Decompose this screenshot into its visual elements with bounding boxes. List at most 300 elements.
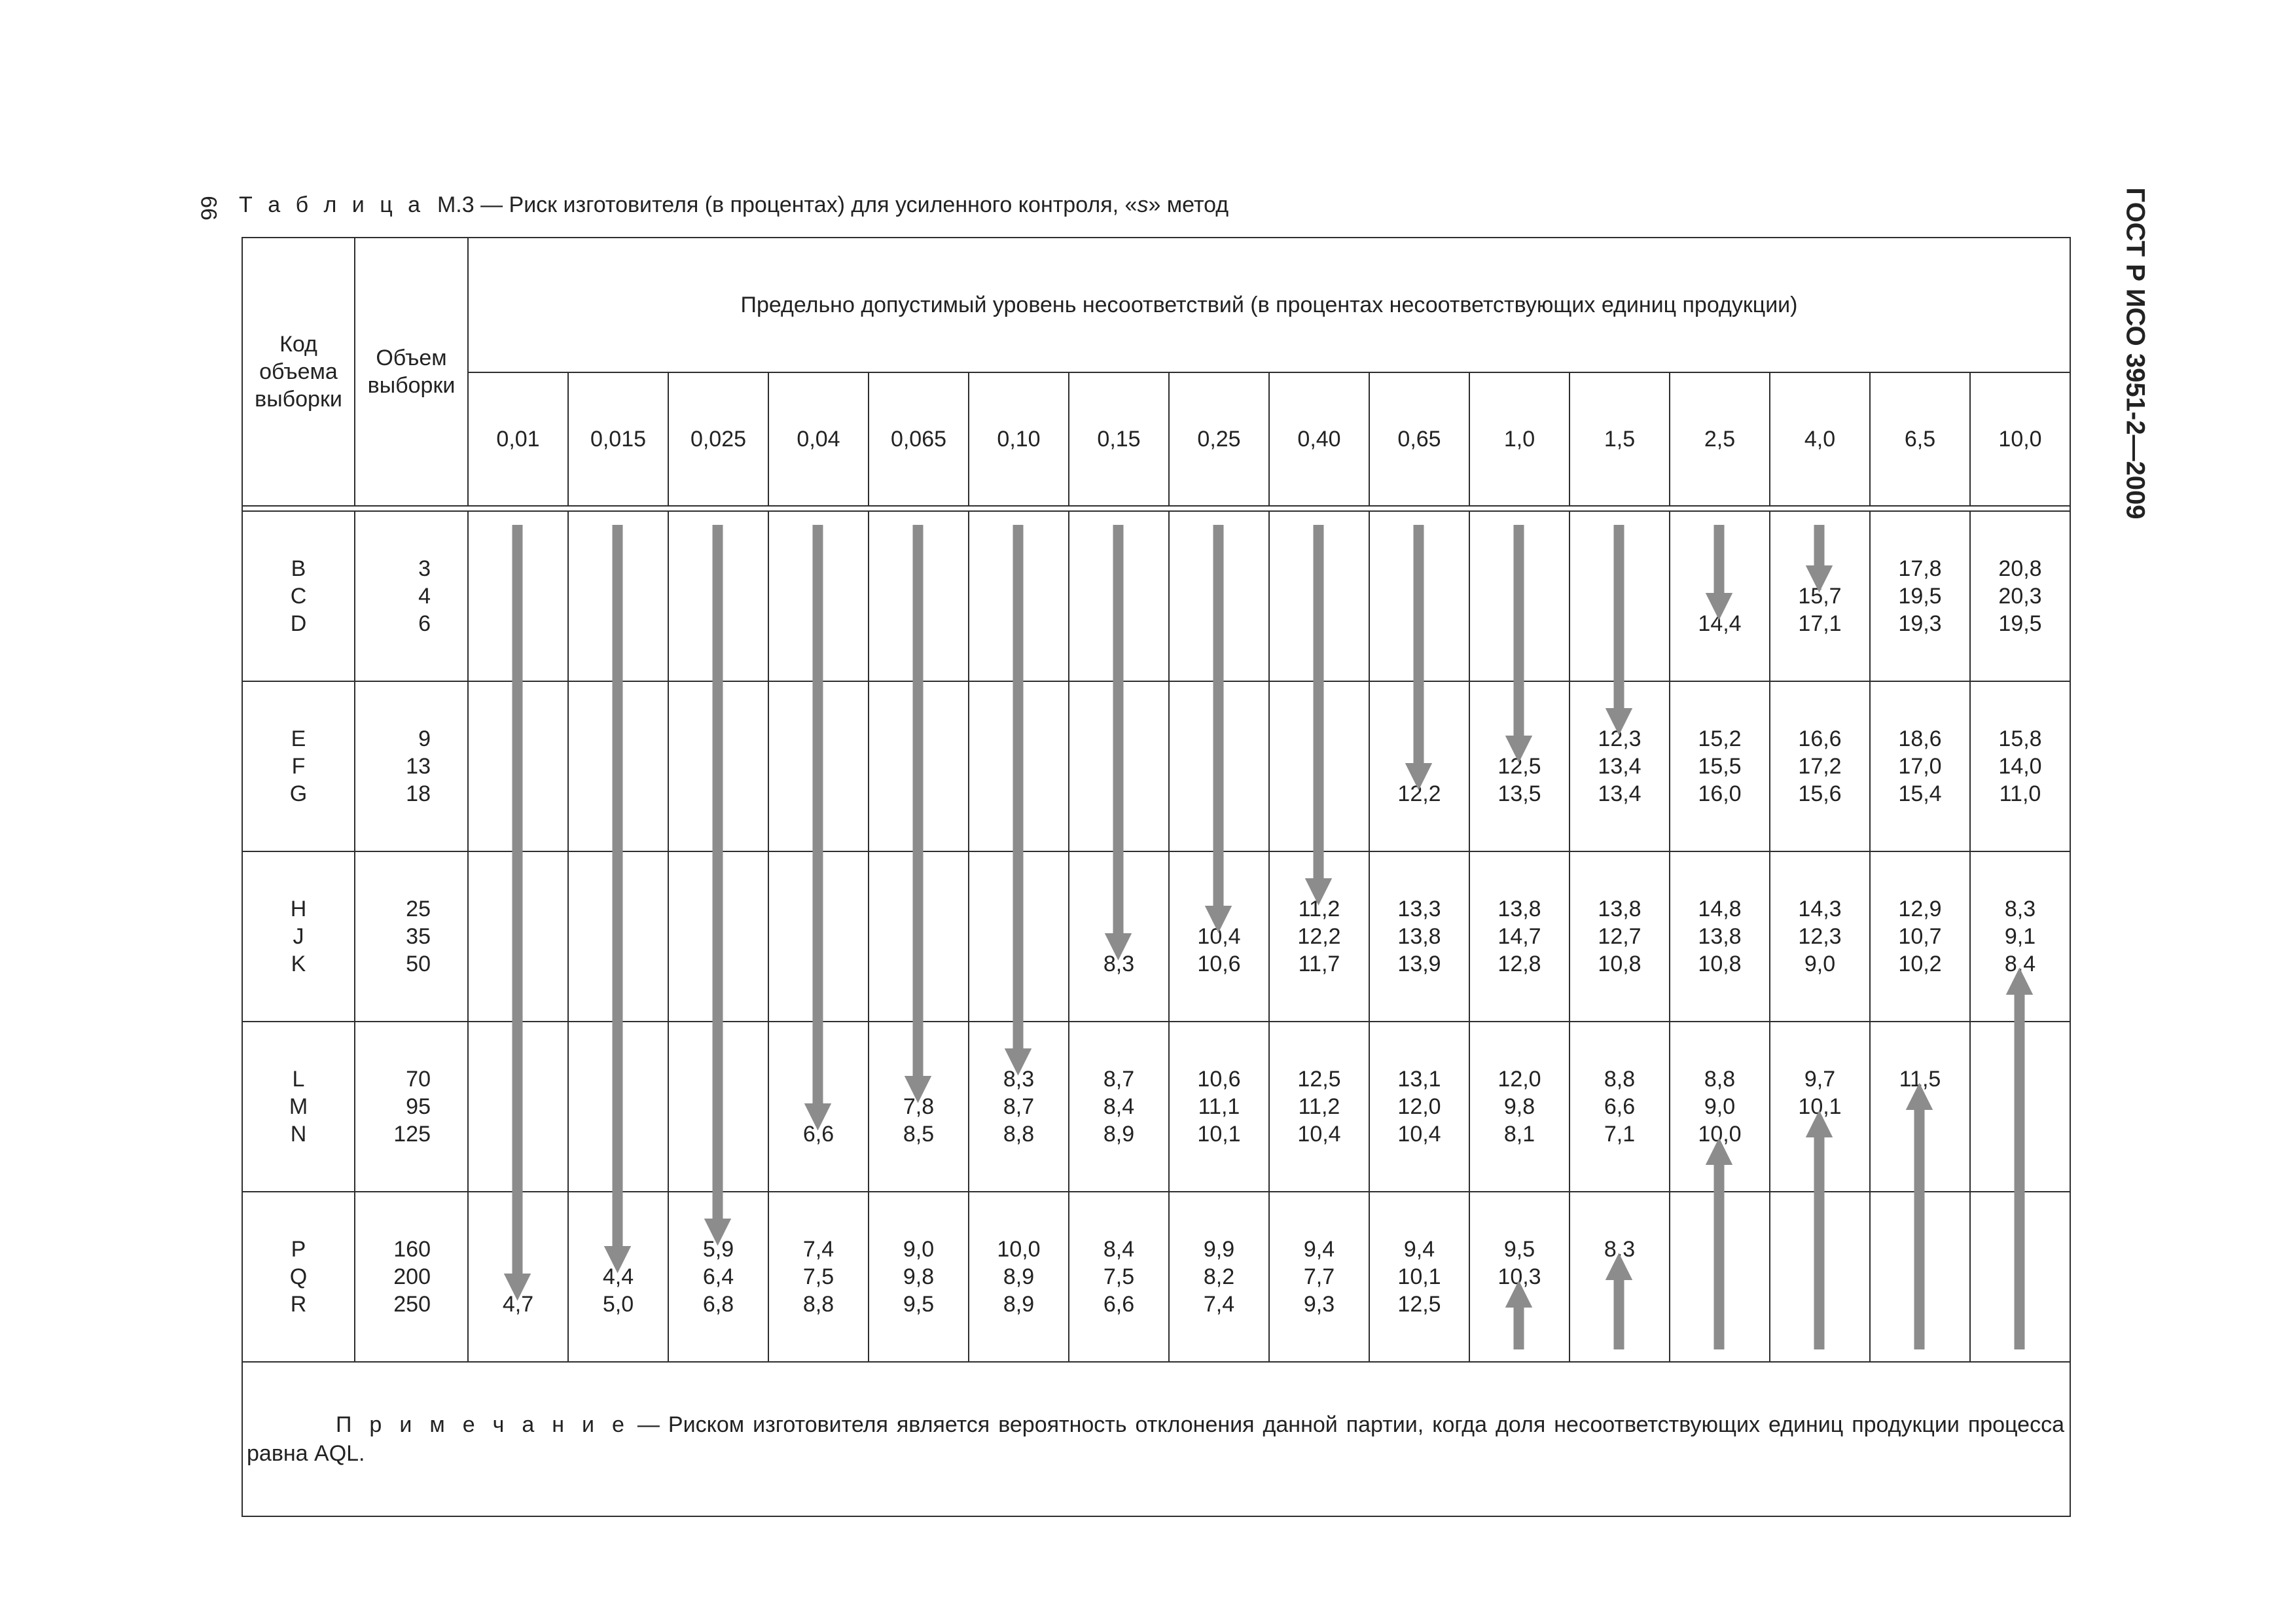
risk-value: 17,0 [1898, 754, 1942, 779]
risk-cell [1770, 1192, 1870, 1362]
risk-value [1770, 555, 1869, 582]
row-codes [242, 681, 355, 851]
risk-value: 8,4 [2004, 952, 2036, 976]
risk-value: 12,5 [1498, 754, 1541, 779]
risk-value [1670, 555, 1769, 582]
risk-cell [1469, 1192, 1570, 1362]
risk-value: 7,7 [1303, 1264, 1335, 1289]
risk-cell [1670, 1192, 1770, 1362]
risk-value [569, 555, 668, 582]
risk-cell [1770, 1022, 1870, 1192]
risk-value: 7,1 [1604, 1122, 1636, 1147]
risk-value [1770, 1263, 1869, 1291]
risk-value: 19,5 [1898, 584, 1942, 609]
risk-value [969, 895, 1068, 923]
aql-value: 0,10 [969, 372, 1069, 506]
risk-value [569, 1065, 668, 1093]
risk-value: 13,4 [1598, 781, 1641, 806]
code-letter: Q [289, 1264, 308, 1289]
risk-value: 6,6 [802, 1122, 834, 1147]
risk-value [769, 895, 868, 923]
risk-value: 8,8 [802, 1292, 834, 1317]
risk-value: 11,0 [1999, 781, 2041, 806]
risk-value: 13,5 [1498, 781, 1541, 806]
risk-value [1170, 610, 1268, 637]
risk-value: 8,9 [1103, 1122, 1135, 1147]
risk-value [1971, 1093, 2070, 1120]
risk-value: 12,8 [1498, 952, 1541, 976]
row-sizes [355, 1022, 468, 1192]
risk-value: 6,8 [702, 1292, 734, 1317]
code-letter: N [290, 1122, 307, 1147]
risk-value [869, 923, 968, 950]
risk-value: 10,7 [1898, 924, 1942, 949]
risk-value [1470, 725, 1569, 753]
producer-risk-table [242, 237, 2071, 1517]
sample-size: 70 [406, 1067, 431, 1092]
row-sizes [355, 511, 468, 681]
risk-value: 8,9 [1003, 1264, 1035, 1289]
risk-cell [869, 511, 969, 681]
risk-value [1570, 582, 1669, 610]
risk-cell [1570, 511, 1670, 681]
note-prefix: П р и м е ч а н и е [336, 1412, 629, 1437]
risk-value [569, 780, 668, 808]
sample-size: 50 [406, 952, 431, 976]
sample-size: 35 [406, 924, 431, 949]
risk-value: 12,0 [1397, 1094, 1441, 1119]
risk-value [869, 725, 968, 753]
risk-value [569, 753, 668, 780]
risk-cell [1269, 851, 1369, 1022]
risk-value [869, 610, 968, 637]
risk-value [1069, 780, 1168, 808]
risk-value [1069, 753, 1168, 780]
risk-value: 8,3 [1103, 952, 1135, 976]
risk-value [669, 780, 768, 808]
risk-value: 19,5 [1998, 611, 2042, 636]
risk-value [469, 555, 567, 582]
risk-value: 20,8 [1998, 556, 2042, 581]
risk-value [1570, 1263, 1669, 1291]
risk-value: 11,1 [1198, 1094, 1240, 1119]
risk-value: 6,6 [1103, 1292, 1135, 1317]
risk-value: 8,2 [1203, 1264, 1235, 1289]
risk-value [469, 895, 567, 923]
risk-cell [1369, 681, 1469, 851]
risk-cell [1970, 1022, 2070, 1192]
aql-value: 0,015 [568, 372, 668, 506]
code-letter: L [292, 1067, 305, 1092]
risk-value [1470, 555, 1569, 582]
risk-value: 13,3 [1397, 897, 1441, 921]
risk-value: 9,1 [2004, 924, 2036, 949]
risk-cell [969, 511, 1069, 681]
risk-cell [1369, 1192, 1469, 1362]
risk-value [1170, 582, 1268, 610]
risk-value: 10,4 [1197, 924, 1241, 949]
risk-cell [568, 511, 668, 681]
risk-value: 13,8 [1498, 897, 1541, 921]
aql-value: 0,25 [1169, 372, 1269, 506]
risk-value [1971, 1263, 2070, 1291]
risk-cell [1269, 1192, 1369, 1362]
risk-value [969, 582, 1068, 610]
risk-value [469, 725, 567, 753]
risk-cell [1570, 1022, 1670, 1192]
risk-value [1270, 582, 1369, 610]
risk-cell [1369, 1022, 1469, 1192]
risk-cell [1369, 851, 1469, 1022]
risk-cell [1169, 1022, 1269, 1192]
risk-cell [1670, 1022, 1770, 1192]
risk-value: 20,3 [1998, 584, 2042, 609]
risk-cell [1870, 511, 1970, 681]
risk-value: 13,1 [1397, 1067, 1441, 1092]
sample-size: 160 [393, 1237, 431, 1262]
risk-value [569, 923, 668, 950]
risk-cell [1670, 681, 1770, 851]
code-letter: P [291, 1237, 306, 1262]
risk-cell [869, 1192, 969, 1362]
risk-value: 11,2 [1298, 1094, 1340, 1119]
code-letter: J [293, 924, 304, 949]
risk-value: 12,9 [1898, 897, 1942, 921]
risk-cell [1269, 681, 1369, 851]
risk-cell [768, 1192, 869, 1362]
risk-value: 16,0 [1698, 781, 1742, 806]
code-letter: D [290, 611, 307, 636]
risk-value [469, 1093, 567, 1120]
aql-value: 0,025 [668, 372, 768, 506]
sample-size: 6 [418, 611, 431, 636]
risk-value [1570, 1291, 1669, 1318]
risk-value [469, 753, 567, 780]
risk-cell [1870, 851, 1970, 1022]
risk-value: 6,6 [1604, 1094, 1636, 1119]
code-letter: K [291, 952, 306, 976]
risk-value [1370, 753, 1469, 780]
risk-value [1770, 1120, 1869, 1148]
risk-value: 14,0 [1998, 754, 2042, 779]
risk-value: 15,8 [1998, 726, 2042, 751]
risk-value [1170, 555, 1268, 582]
risk-value [469, 923, 567, 950]
risk-value [1069, 725, 1168, 753]
note-text: — Риском изготовителя является вероятность отклонения данной партии, когда доля несоответствующих единиц продукции процесса равна AQL. [247, 1412, 2064, 1466]
risk-cell [969, 1192, 1069, 1362]
sample-size: 25 [406, 897, 431, 921]
risk-value: 15,7 [1798, 584, 1842, 609]
header-aql: Предельно допустимый уровень несоответствий (в процентах несоответствующих единиц продукции) [468, 238, 2070, 372]
risk-value [769, 1065, 868, 1093]
risk-cell [468, 681, 568, 851]
risk-value [969, 753, 1068, 780]
risk-cell [1369, 511, 1469, 681]
risk-value: 4,7 [502, 1292, 534, 1317]
risk-value [469, 1120, 567, 1148]
risk-value: 12,3 [1598, 726, 1641, 751]
risk-value: 9,8 [903, 1264, 935, 1289]
risk-value: 9,5 [1503, 1237, 1535, 1262]
risk-value: 8,3 [1604, 1237, 1636, 1262]
risk-cell [1570, 851, 1670, 1022]
row-codes [242, 511, 355, 681]
risk-value: 10,1 [1197, 1122, 1241, 1147]
risk-cell [1570, 681, 1670, 851]
risk-value [669, 753, 768, 780]
risk-value [1069, 582, 1168, 610]
risk-value [1670, 1236, 1769, 1263]
risk-cell [668, 851, 768, 1022]
risk-value [1670, 582, 1769, 610]
risk-cell [1269, 511, 1369, 681]
risk-value: 13,8 [1598, 897, 1641, 921]
risk-value [969, 923, 1068, 950]
risk-cell [1970, 681, 2070, 851]
risk-value [1270, 780, 1369, 808]
risk-value [1069, 895, 1168, 923]
risk-value [1170, 725, 1268, 753]
risk-value: 10,1 [1397, 1264, 1441, 1289]
risk-value [869, 582, 968, 610]
risk-value: 9,3 [1303, 1292, 1335, 1317]
aql-value: 10,0 [1970, 372, 2070, 506]
risk-cell [1069, 511, 1169, 681]
risk-cell [768, 511, 869, 681]
risk-value [1971, 1120, 2070, 1148]
code-letter: R [290, 1292, 307, 1317]
risk-value [1370, 725, 1469, 753]
risk-cell [1069, 681, 1169, 851]
risk-value [669, 582, 768, 610]
risk-cell [768, 1022, 869, 1192]
risk-cell [1870, 681, 1970, 851]
risk-cell [1670, 511, 1770, 681]
risk-value [569, 895, 668, 923]
risk-value: 4,4 [602, 1264, 634, 1289]
risk-value [869, 1065, 968, 1093]
risk-value: 8,8 [1003, 1122, 1035, 1147]
risk-value [869, 950, 968, 978]
risk-value [569, 725, 668, 753]
code-letter: F [291, 754, 306, 779]
risk-value: 8,1 [1503, 1122, 1535, 1147]
code-letter: H [290, 897, 307, 921]
caption-text: М.3 — Риск изготовителя (в процентах) для усиленного контроля, « [425, 192, 1138, 217]
risk-value: 7,4 [802, 1237, 834, 1262]
risk-value: 12,7 [1598, 924, 1641, 949]
risk-value [1270, 610, 1369, 637]
risk-value [669, 1065, 768, 1093]
risk-cell [1970, 511, 2070, 681]
risk-cell [869, 851, 969, 1022]
risk-value: 13,4 [1598, 754, 1641, 779]
risk-value: 8,8 [1704, 1067, 1736, 1092]
risk-cell [1169, 851, 1269, 1022]
risk-value: 9,0 [1704, 1094, 1736, 1119]
risk-value: 8,9 [1003, 1292, 1035, 1317]
risk-value [669, 555, 768, 582]
risk-value: 8,5 [903, 1122, 935, 1147]
risk-value [1069, 923, 1168, 950]
risk-value: 9,9 [1203, 1237, 1235, 1262]
risk-value [669, 1120, 768, 1148]
risk-value [669, 950, 768, 978]
risk-value: 9,4 [1403, 1237, 1435, 1262]
aql-value: 0,40 [1269, 372, 1369, 506]
risk-value [569, 610, 668, 637]
sample-size: 250 [393, 1292, 431, 1317]
risk-value: 11,5 [1899, 1067, 1941, 1092]
risk-value [1670, 1291, 1769, 1318]
risk-value [569, 1093, 668, 1120]
risk-cell [869, 681, 969, 851]
aql-value: 0,65 [1369, 372, 1469, 506]
risk-cell [468, 511, 568, 681]
risk-cell [1069, 1022, 1169, 1192]
risk-value [569, 582, 668, 610]
risk-value: 6,4 [702, 1264, 734, 1289]
risk-value [1370, 555, 1469, 582]
risk-value: 12,5 [1297, 1067, 1341, 1092]
risk-value: 19,3 [1898, 611, 1942, 636]
risk-cell [1069, 1192, 1169, 1362]
risk-cell [1970, 851, 2070, 1022]
risk-value [1170, 780, 1268, 808]
risk-value [669, 923, 768, 950]
risk-value [1871, 1236, 1969, 1263]
sample-size: 95 [406, 1094, 431, 1119]
risk-value [969, 610, 1068, 637]
row-sizes [355, 681, 468, 851]
risk-value [569, 950, 668, 978]
sample-size: 4 [418, 584, 431, 609]
risk-cell [768, 851, 869, 1022]
code-letter: C [290, 584, 307, 609]
row-sizes [355, 851, 468, 1022]
risk-value: 11,7 [1298, 952, 1340, 976]
risk-value [1270, 555, 1369, 582]
risk-value [469, 1236, 567, 1263]
risk-cell [1169, 681, 1269, 851]
risk-value: 7,8 [903, 1094, 935, 1119]
risk-value: 9,0 [903, 1237, 935, 1262]
row-codes [242, 851, 355, 1022]
risk-value: 7,4 [1203, 1292, 1235, 1317]
sample-size: 200 [393, 1264, 431, 1289]
risk-value [1470, 610, 1569, 637]
risk-value [469, 1065, 567, 1093]
code-letter: E [291, 726, 306, 751]
risk-value [1470, 1291, 1569, 1318]
risk-value: 9,4 [1303, 1237, 1335, 1262]
risk-cell [1169, 511, 1269, 681]
risk-value: 13,8 [1698, 924, 1742, 949]
aql-value: 0,15 [1069, 372, 1169, 506]
risk-value: 10,8 [1698, 952, 1742, 976]
risk-value [969, 725, 1068, 753]
sample-size: 18 [406, 781, 431, 806]
risk-cell [568, 681, 668, 851]
sample-size: 125 [393, 1122, 431, 1147]
risk-value: 12,3 [1798, 924, 1842, 949]
risk-value [1570, 555, 1669, 582]
risk-value [1370, 582, 1469, 610]
risk-value [1871, 1093, 1969, 1120]
risk-cell [1870, 1022, 1970, 1192]
risk-value: 15,6 [1798, 781, 1842, 806]
risk-value: 12,2 [1397, 781, 1441, 806]
risk-cell [468, 851, 568, 1022]
row-codes [242, 1192, 355, 1362]
risk-value: 11,2 [1298, 897, 1340, 921]
aql-value: 2,5 [1670, 372, 1770, 506]
risk-cell [668, 1022, 768, 1192]
risk-cell [468, 1192, 568, 1362]
standard-designation: ГОСТ Р ИСО 3951-2—2009 [2121, 187, 2150, 520]
header-size: Объем выборки [355, 238, 468, 506]
header-code: Код объема выборки [242, 238, 355, 506]
risk-value [1770, 1291, 1869, 1318]
risk-value: 9,8 [1503, 1094, 1535, 1119]
page-number: 66 [196, 196, 221, 221]
risk-value [969, 555, 1068, 582]
risk-cell [1269, 1022, 1369, 1192]
risk-value [469, 780, 567, 808]
risk-cell [969, 1022, 1069, 1192]
risk-cell [969, 851, 1069, 1022]
table-note [247, 1410, 2064, 1468]
aql-value: 6,5 [1870, 372, 1970, 506]
risk-value: 14,7 [1498, 924, 1541, 949]
risk-value [769, 950, 868, 978]
risk-value [1971, 1236, 2070, 1263]
code-letter: B [291, 556, 306, 581]
sample-size: 13 [406, 754, 431, 779]
risk-value: 8,3 [1003, 1067, 1035, 1092]
risk-value [1971, 1065, 2070, 1093]
risk-value: 12,0 [1498, 1067, 1541, 1092]
note-cell [242, 1362, 2070, 1516]
risk-value [1971, 1291, 2070, 1318]
risk-cell [969, 681, 1069, 851]
row-sizes [355, 1192, 468, 1362]
risk-value: 14,4 [1698, 611, 1742, 636]
risk-value [769, 582, 868, 610]
risk-value [1570, 610, 1669, 637]
risk-value: 14,3 [1798, 897, 1842, 921]
risk-value [1069, 610, 1168, 637]
risk-cell [1469, 1022, 1570, 1192]
table-caption [239, 192, 1229, 218]
risk-value: 10,6 [1197, 1067, 1241, 1092]
risk-cell [668, 1192, 768, 1362]
risk-cell [1770, 681, 1870, 851]
risk-value: 13,8 [1397, 924, 1441, 949]
sample-size: 3 [418, 556, 431, 581]
risk-cell [869, 1022, 969, 1192]
risk-value [1270, 725, 1369, 753]
risk-cell [668, 681, 768, 851]
risk-value [1871, 1291, 1969, 1318]
code-letter: M [289, 1094, 308, 1119]
aql-value: 0,065 [869, 372, 969, 506]
risk-cell [568, 1022, 668, 1192]
aql-value: 0,04 [768, 372, 869, 506]
aql-value: 1,0 [1469, 372, 1570, 506]
risk-value: 8,7 [1003, 1094, 1035, 1119]
